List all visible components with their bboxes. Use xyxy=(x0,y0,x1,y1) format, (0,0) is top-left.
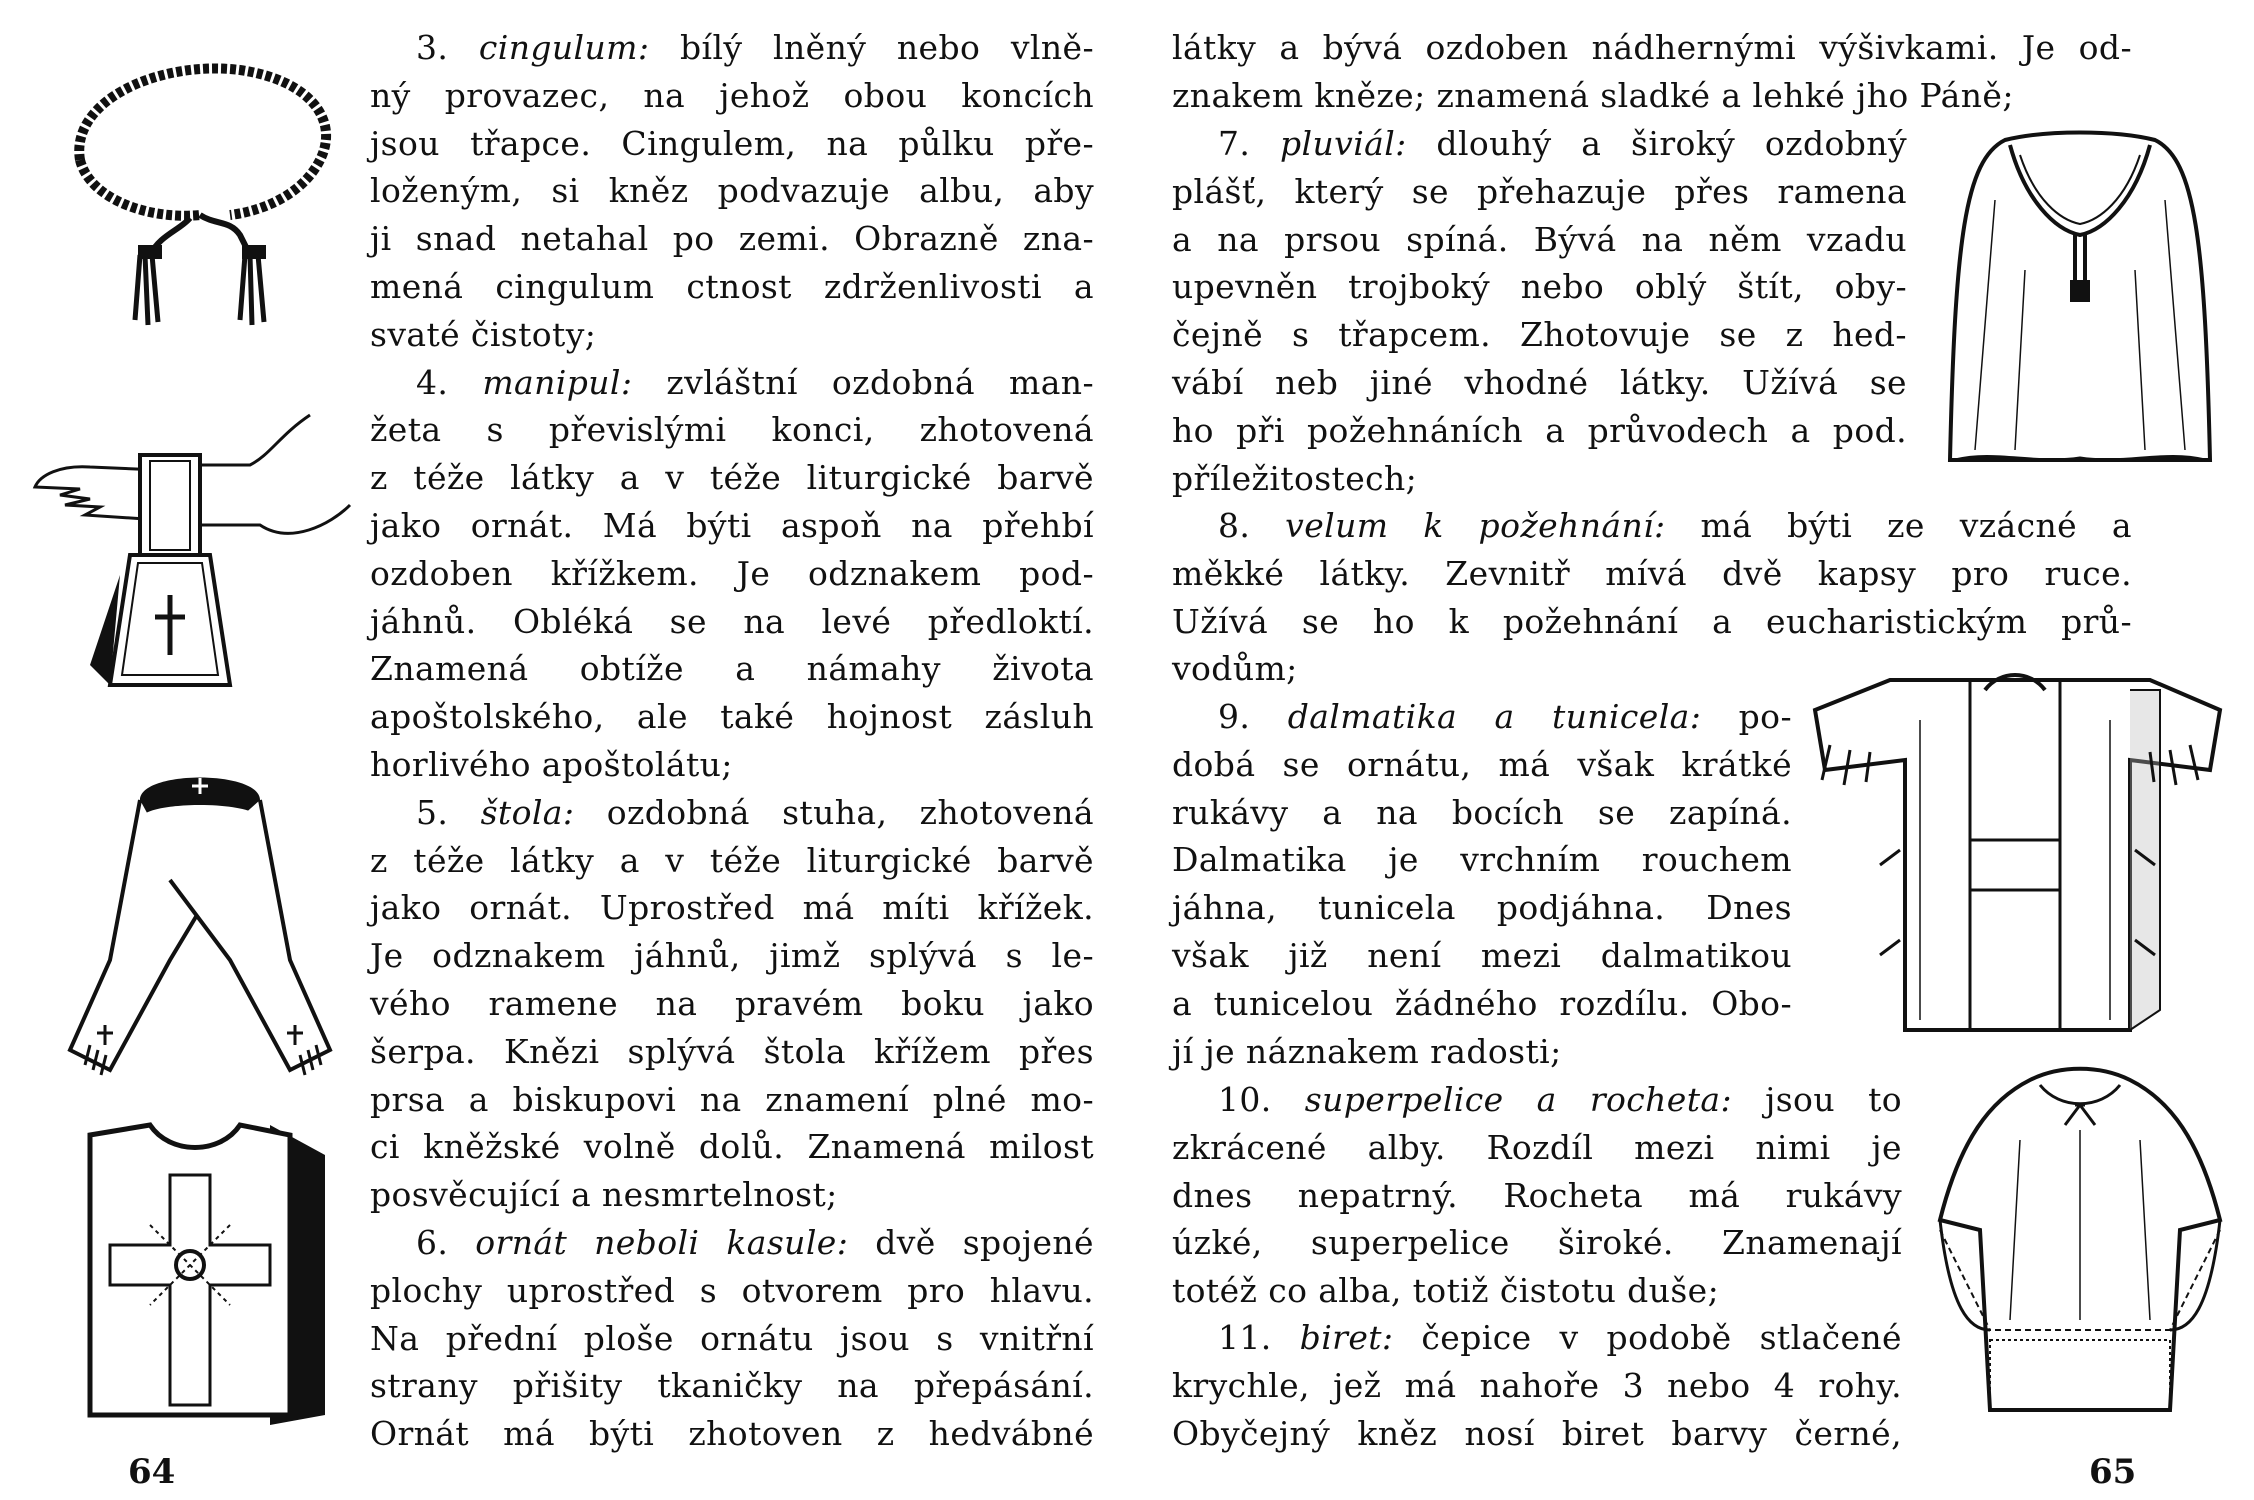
text-line: vodům; xyxy=(1172,649,1298,689)
text-line: rukávy a na bocích se zapíná. xyxy=(1172,792,1792,832)
manipul-illustration xyxy=(30,395,360,705)
text-line: svaté čistoty; xyxy=(370,314,597,354)
text-line xyxy=(1172,693,1792,741)
text-line: totéž co alba, totiž čistotu duše; xyxy=(1172,1271,1720,1311)
superpelice-text xyxy=(1172,1076,1902,1315)
text-line: čejně s třapcem. Zhotovuje se z hed- xyxy=(1172,315,1907,355)
item-description: po- xyxy=(1701,697,1792,736)
item-description: čepice v podobě stlačené xyxy=(1393,1318,1902,1357)
text-line: loženým, si kněz podvazuje albu, aby xyxy=(370,171,1094,211)
dalmatika-text xyxy=(1172,693,1792,1075)
item-description: jsou to xyxy=(1732,1080,1902,1119)
stola-illustration xyxy=(50,760,350,1090)
item-term: štola: xyxy=(480,792,575,832)
text-line: znakem kněze; znamená sladké a lehké jho Páně; xyxy=(1172,75,2014,115)
item-number: 4. xyxy=(416,362,483,402)
text-line: jáhnů. Obléká se na levé předloktí. xyxy=(370,601,1094,641)
ornat-illustration xyxy=(70,1115,340,1435)
item-description: má býti ze vzácné a xyxy=(1665,506,2132,545)
item-term: manipul: xyxy=(482,362,633,402)
item-term: pluviál: xyxy=(1280,124,1407,163)
pluvial-text xyxy=(1172,120,1907,502)
item-description: zvláštní ozdobná man- xyxy=(632,362,1094,402)
text-line: plášť, který se přehazuje přes ramena xyxy=(1172,171,1907,211)
text-line xyxy=(1172,120,1907,168)
text-line: šerpa. Knězi splývá štola křížem přes xyxy=(370,1031,1094,1071)
text-line: a na prsou spíná. Bývá na něm vzadu xyxy=(1172,219,1907,259)
item-number: 5. xyxy=(416,792,481,832)
item-term: superpelice a rocheta: xyxy=(1304,1080,1732,1119)
pluvial-illustration xyxy=(1935,120,2225,470)
text-line: z téže látky a v téže liturgické barvě xyxy=(370,840,1094,880)
text-line: ji snad netahal po zemi. Obrazně zna- xyxy=(370,219,1094,259)
text-line: látky a bývá ozdoben nádhernými výšivkami. Je od- xyxy=(1172,28,2132,67)
text-line: ný provazec, na jehož obou koncích xyxy=(370,75,1094,115)
item-number: 10. xyxy=(1218,1080,1305,1119)
text-line: mená cingulum ctnost zdrženlivosti a xyxy=(370,266,1094,306)
item-number: 7. xyxy=(1218,124,1281,163)
text-line: jsou třapce. Cingulem, na půlku pře- xyxy=(370,123,1094,163)
item-term: ornát neboli kasule: xyxy=(475,1222,849,1262)
left-text-column xyxy=(370,24,1094,1458)
velum-text xyxy=(1172,502,2132,693)
text-line: horlivého apoštolátu; xyxy=(370,744,733,784)
text-line xyxy=(1172,502,2132,550)
text-line xyxy=(1172,1076,1902,1124)
text-line: apoštolského, ale také hojnost zásluh xyxy=(370,697,1094,737)
text-line: Ornát má býti zhotoven z hedvábné xyxy=(370,1414,1094,1454)
text-line: ozdoben křížkem. Je odznakem pod- xyxy=(370,553,1094,593)
text-line: Užívá se ho k požehnání a eucharistickým prů- xyxy=(1172,601,2132,641)
item-number: 3. xyxy=(416,28,479,67)
text-line: vého ramene na pravém boku jako xyxy=(370,983,1094,1023)
item-number: 6. xyxy=(416,1222,476,1262)
text-line: měkké látky. Zevnitř mívá dvě kapsy pro ruce. xyxy=(1172,553,2132,593)
text-line: upevněn trojboký nebo oblý štít, oby- xyxy=(1172,267,1907,307)
text-line: příležitostech; xyxy=(1172,458,1418,498)
item-description: ozdobná stuha, zhotovená xyxy=(574,792,1094,832)
text-line xyxy=(370,24,1094,72)
text-line: plochy uprostřed s otvorem pro hlavu. xyxy=(370,1270,1094,1310)
right-top-text xyxy=(1172,24,2132,120)
text-line: Znamená obtíže a námahy života xyxy=(370,649,1094,689)
biret-text xyxy=(1172,1314,1902,1457)
text-line: jí je náznakem radosti; xyxy=(1172,1031,1562,1071)
text-line: dnes nepatrný. Rocheta má rukávy xyxy=(1172,1175,1902,1215)
text-line: úzké, superpelice široké. Znamenají xyxy=(1172,1223,1902,1263)
page-number-left: 64 xyxy=(128,1452,176,1492)
cingulum-illustration xyxy=(40,40,340,340)
text-line: prsa a biskupovi na znamení plné mo- xyxy=(370,1079,1094,1119)
item-term: velum k požehnání: xyxy=(1285,506,1666,545)
superpelice-illustration xyxy=(1930,1060,2230,1420)
text-line: dobá se ornátu, má však krátké xyxy=(1172,744,1792,784)
text-line: krychle, jež má nahoře 3 nebo 4 rohy. xyxy=(1172,1365,1902,1405)
text-line: jáhna, tunicela podjáhna. Dnes xyxy=(1172,888,1792,928)
item-description: dlouhý a široký ozdobný xyxy=(1406,124,1907,163)
text-line: zkrácené alby. Rozdíl mezi nimi je xyxy=(1172,1127,1902,1167)
text-line: žeta s převislými konci, zhotovená xyxy=(370,410,1094,450)
item-term: dalmatika a tunicela: xyxy=(1287,697,1702,736)
text-line: a tunicelou žádného rozdílu. Obo- xyxy=(1172,983,1792,1023)
item-description: bílý lněný nebo vlně- xyxy=(649,28,1094,67)
item-term: cingulum: xyxy=(478,28,650,67)
page-number-right: 65 xyxy=(2089,1452,2137,1492)
text-line: z téže látky a v téže liturgické barvě xyxy=(370,458,1094,498)
text-line xyxy=(370,789,1094,837)
text-line xyxy=(1172,1314,1902,1362)
text-line: ci kněžské volně dolů. Znamená milost xyxy=(370,1127,1094,1167)
text-line: posvěcující a nesmrtelnost; xyxy=(370,1175,838,1215)
text-line: Je odznakem jáhnů, jimž splývá s le- xyxy=(370,936,1094,976)
text-line: však již není mezi dalmatikou xyxy=(1172,935,1792,975)
item-description: dvě spojené xyxy=(848,1222,1094,1262)
dalmatika-illustration xyxy=(1810,650,2230,1040)
text-line xyxy=(370,359,1094,407)
text-line: ho při požehnáních a průvodech a pod. xyxy=(1172,410,1907,450)
item-number: 11. xyxy=(1218,1318,1300,1357)
item-number: 9. xyxy=(1218,697,1288,736)
text-line: Na přední ploše ornátu jsou s vnitřní xyxy=(370,1318,1094,1358)
text-line: jako ornát. Má býti aspoň na přehbí xyxy=(370,505,1094,545)
text-line: Obyčejný kněz nosí biret barvy černé, xyxy=(1172,1413,1902,1453)
item-term: biret: xyxy=(1299,1318,1394,1357)
text-line: strany přišity tkaničky na přepásání. xyxy=(370,1366,1094,1406)
text-line: jako ornát. Uprostřed má míti křížek. xyxy=(370,888,1094,928)
text-line: vábí neb jiné vhodné látky. Užívá se xyxy=(1172,362,1907,402)
text-line: Dalmatika je vrchním rouchem xyxy=(1172,840,1792,880)
text-line xyxy=(370,1219,1094,1267)
item-number: 8. xyxy=(1218,506,1286,545)
